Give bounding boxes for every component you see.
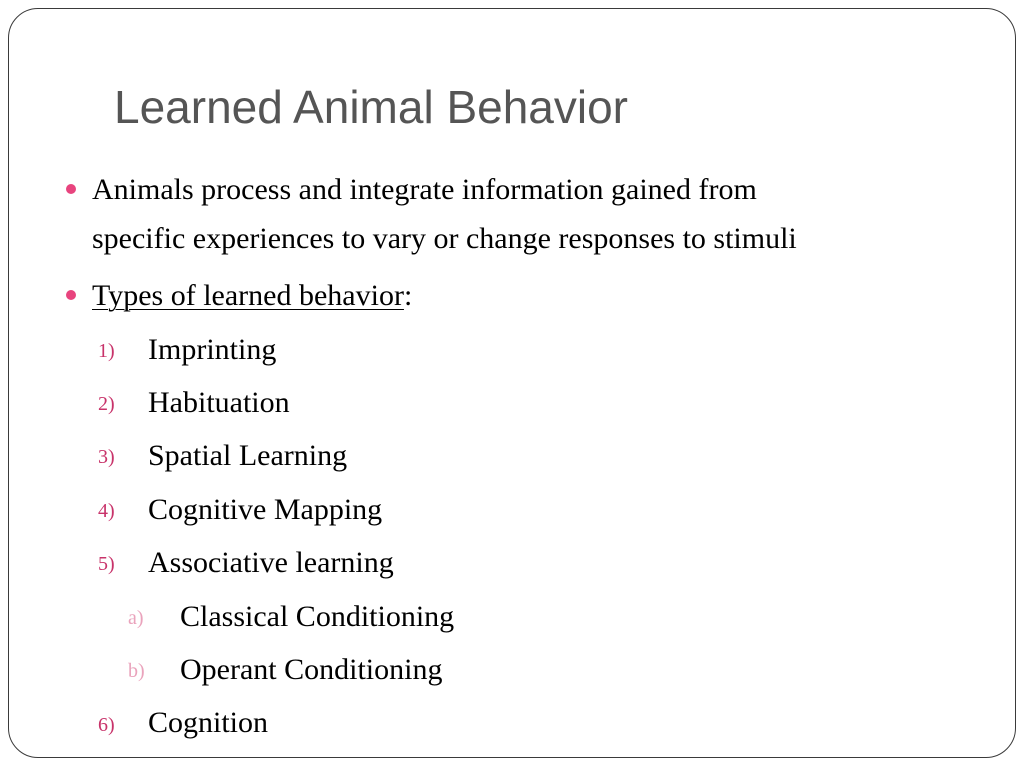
- list-item-spatial-learning: Spatial Learning: [148, 439, 348, 472]
- bullet-item-2: [92, 272, 412, 320]
- types-heading-colon: :: [403, 279, 413, 312]
- sublist-marker-b: b): [128, 660, 145, 682]
- sublist-marker-a: a): [128, 607, 144, 629]
- bullet-item-1-line-2: specific experiences to vary or change responses to stimuli: [92, 222, 797, 255]
- list-marker-6: 6): [98, 714, 115, 736]
- list-item-habituation: Habituation: [148, 386, 290, 419]
- list-item-cognitive-mapping: Cognitive Mapping: [148, 493, 383, 526]
- types-heading: Types of learned behavior: [92, 279, 404, 312]
- list-item-associative-learning: Associative learning: [148, 546, 394, 579]
- list-marker-4: 4): [98, 500, 115, 522]
- list-marker-5: 5): [98, 553, 115, 575]
- bullet-item-1-line-1: Animals process and integrate information gained from: [92, 173, 757, 206]
- sublist-item-operant-conditioning: Operant Conditioning: [180, 653, 443, 686]
- slide-title: Learned Animal Behavior: [114, 81, 628, 133]
- list-item-imprinting: Imprinting: [148, 333, 277, 366]
- list-marker-2: 2): [98, 393, 115, 415]
- list-item-cognition: Cognition: [148, 706, 269, 739]
- bullet-icon: [66, 290, 76, 300]
- list-marker-3: 3): [98, 446, 115, 468]
- list-marker-1: 1): [98, 340, 115, 362]
- sublist-item-classical-conditioning: Classical Conditioning: [180, 600, 455, 633]
- bullet-icon: [66, 184, 76, 194]
